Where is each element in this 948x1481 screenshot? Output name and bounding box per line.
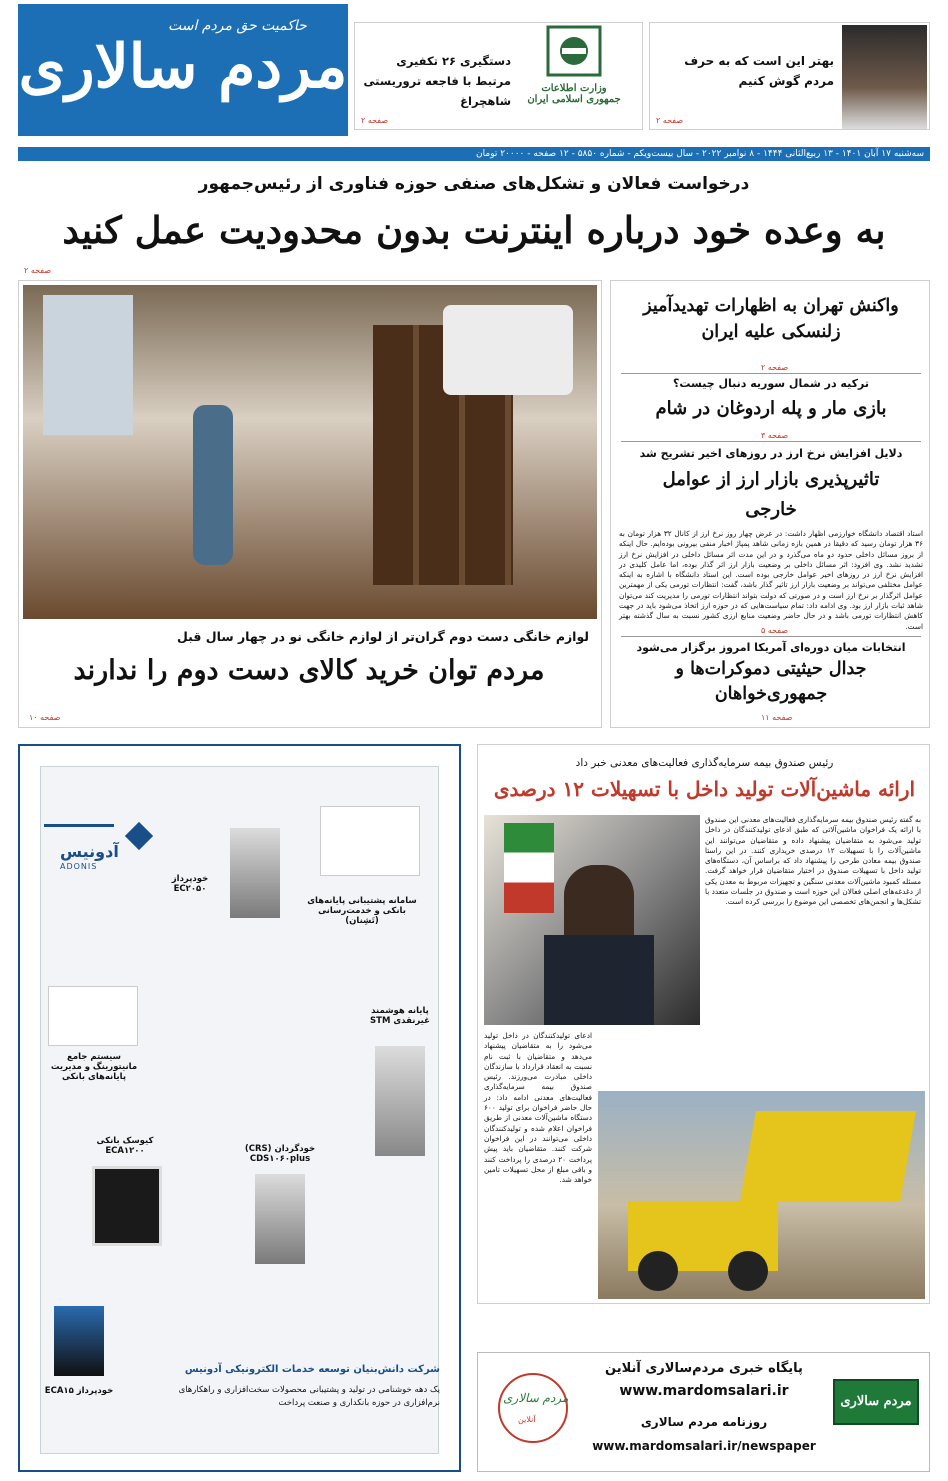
promo-subtitle: روزنامه مردم سالاری <box>640 1415 768 1429</box>
promo-logo-small: آنلاین <box>518 1415 536 1424</box>
stm-image <box>375 1046 425 1156</box>
promo-title: پایگاه خبری مردم‌سالاری آنلاین <box>605 1361 803 1376</box>
ad-item-7: خودپرداز ECA۱۵ <box>44 1386 114 1396</box>
kiosk-image <box>92 1166 162 1246</box>
mining-machinery-photo <box>598 1091 925 1299</box>
photo-story-headline: مردم توان خرید کالای دست دوم را ندارند <box>73 655 545 686</box>
mardomsalari-promo[interactable] <box>477 1352 930 1472</box>
top-box-left-text: دستگیری ۲۶ تکفیری مرتبط با فاجعه تروریستی شاهچراغ <box>363 54 511 108</box>
ad-item-5: کیوسک بانکی ECA۱۲۰۰ <box>96 1136 154 1156</box>
sidebar-item3-title[interactable]: تاثیرپذیری بازار ارز از عوامل خارجی <box>662 469 880 520</box>
article-body-right: به گفته رئیس صندوق بیمه سرمایه‌گذاری فعالیت‌های معدنی این صندوق با ارائه یک فراخوان ماشین‌آلاتی که طبق ادعای تولیدکنندگان در داخل تولید می‌شود به متقاضیان پیشنهاد داده و متقاضیان می‌توانند این ماشین‌آلات را با تسهیلات ۱۲ درصدی خریداری کنند. در این راستا صندوق بیمه معادن طرحی را پیشنهاد داد که براساس آن، دستگاه‌های تولید داخل با تسهیلات صندوق در اختیار متقاضیان قرار خواهد گرفت. مسئله کمبود ماشین‌آلات معدنی سنگین و تجهیزات مربوط به معدن یکی از دغدغه‌های اصلی فعالان این حوزه است و صندوق در جلسات متعدد با تشکل‌ها و انجمن‌های تخصصی این موضوع را بررسی کرده است. <box>705 815 921 907</box>
article-headline: ارائه ماشین‌آلات تولید داخل با تسهیلات ۱۲ درصدی <box>493 777 916 801</box>
masthead-logo: مردم سالاری <box>18 32 348 102</box>
ad-brand-en: ADONIS <box>60 862 98 871</box>
adonis-advertisement[interactable] <box>18 744 461 1472</box>
ad-footer-text: یک دهه خوشنامی در تولید و پشتیبانی محصولات سخت‌افزاری و راهکارهای نرم‌افزاری در حوزه بانکداری و صنعت پرداخت <box>178 1385 440 1408</box>
promo-url-2[interactable]: www.mardomsalari.ir/newspaper <box>592 1439 816 1453</box>
ad-item-1: خودپرداز EC۲۰۵۰ <box>171 874 209 894</box>
ministry-logo-line2: جمهوری اسلامی ایران <box>527 94 621 105</box>
sidebar-item2-page: صفحه ۳ <box>761 431 789 440</box>
sidebar-item3-kicker: دلایل افزایش نرخ ارز در روزهای اخیر تشریح شد <box>639 447 903 460</box>
promo-newspaper-logo: مردم سالاری <box>833 1379 919 1425</box>
ad-item-4: پایانه هوشمند غیرنقدی STM <box>370 1006 430 1026</box>
appliance-store-photo <box>23 285 597 619</box>
article-kicker: رئیس صندوق بیمه سرمایه‌گذاری فعالیت‌های معدنی خبر داد <box>575 757 834 769</box>
photo-story-page: صفحه ۱۰ <box>29 713 61 722</box>
sidebar-item1-page: صفحه ۲ <box>761 363 789 372</box>
official-portrait-photo <box>484 815 700 1025</box>
top-box-left[interactable] <box>354 22 643 130</box>
sidebar-item1-title[interactable]: واکنش تهران به اظهارات تهدیدآمیز زلنسکی علیه ایران <box>643 296 899 342</box>
top-box-left-page: صفحه ۲ <box>361 116 389 125</box>
sidebar-item3-page: صفحه ۵ <box>761 626 789 635</box>
portrait-photo <box>842 25 927 129</box>
top-box-right-text: بهتر این است که به حرف مردم گوش کنیم <box>684 54 834 88</box>
ad-footer-title: شرکت دانش‌بنیان توسعه خدمات الکترونیکی آدونیس <box>184 1364 440 1375</box>
ministry-logo <box>523 23 625 129</box>
promo-logo-text: مردم سالاری <box>503 1391 569 1405</box>
main-headline: به وعده خود درباره اینترنت بدون محدودیت عمل کنید <box>62 208 886 252</box>
dateline: سه‌شنبه ۱۷ آبان ۱۴۰۱ - ۱۳ ربیع‌الثانی ۱۴۴۴ - ۸ نوامبر ۲۰۲۲ - سال بیست‌ویکم - شماره ۵۸۵۰ - ۱۲ صفحه - ۲۰۰۰۰ تومان <box>18 147 930 161</box>
sidebar-item2-title[interactable]: بازی مار و پله اردوغان در شام <box>655 398 887 419</box>
ad-item-3: سیستم جامع مانیتورینگ و مدیریت پایانه‌های بانکی <box>50 1052 138 1082</box>
sidebar-item4-title[interactable]: جدال حیثیتی دموکرات‌ها و جمهوری‌خواهان <box>675 659 867 704</box>
sidebar-item4-page: صفحه ۱۱ <box>761 713 793 722</box>
sidebar-item4-kicker: انتخابات میان دوره‌ای آمریکا امروز برگزار می‌شود <box>636 641 906 654</box>
sidebar-item3-body: استاد اقتصاد دانشگاه خوارزمی اظهار داشت: در عرض چهار روز نرخ ارز از کانال ۳۲ هزار تومان به ۳۶ هزار تومان رسید که دقیقا در همین بازه زمانی شاهد پمپاژ اخبار منفی بیرونی بوده‌ایم. حال اینکه از بروز مسائل داخلی حدود دو ماه می‌گذرد و در این مدت اثر مسائل داخلی در افزایش نرخ ارز تشدید نشد. وی افزود: اثر مسائل داخلی بر وضعیت بازار ارز اثر گذار بوده، اما عامل کلیدی در افزایش نرخ ارز در روزهای اخیر عوامل خارجی بوده است. این استاد دانشگاه با اشاره به اینکه عوامل مختلفی می‌تواند بر وضعیت بازار ارز تاثیر گذار باشد، گفت: انتظارات تورمی یکی از مهمترین عوامل اثرگذار بر نرخ ارز است و در صورتی که دولت بتواند انتظارات تورمی را مدیریت کند می‌توان شاهد ثبات بازار ارز بود. وی ادامه داد: تمام سیاست‌هایی که در حوزه ارز اتخاذ می‌شود باید در جهت کاهش انتظارات تورمی باشد و در حال حاضر وضعیت منابع ارزی کشور نسبت به سال گذشته بهتر است. <box>619 529 923 631</box>
monitoring-screenshot <box>48 986 138 1046</box>
promo-logo-badge <box>498 1373 568 1443</box>
photo-story-kicker: لوازم خانگی دست دوم گران‌تر از لوازم خانگی نو در چهار سال قبل <box>177 629 589 644</box>
atm-image-2 <box>54 1306 104 1376</box>
top-box-right-page: صفحه ۲ <box>656 116 684 125</box>
promo-url-1[interactable]: www.mardomsalari.ir <box>619 1383 789 1399</box>
ministry-logo-line1: وزارت اطلاعات <box>541 83 607 94</box>
ministry-emblem-icon <box>544 23 604 79</box>
ad-item-6: خودگردان (CRS) CDS۱۰۶۰plus <box>244 1144 316 1164</box>
ad-item-2: سامانه پشتیبانی پایانه‌های بانکی و خدمت‌رسانی (تَشِنان) <box>307 896 417 926</box>
crs-image <box>255 1174 305 1264</box>
dashboard-screenshot <box>320 806 420 876</box>
main-kicker: درخواست فعالان و تشکل‌های صنفی حوزه فناوری از رئیس‌جمهور <box>198 174 750 194</box>
ad-brand: آدونیس <box>60 842 119 861</box>
main-page: صفحه ۲ <box>24 266 52 275</box>
article-body-left: ادعای تولیدکنندگان در داخل تولید می‌شود را به متقاضیان پیشنهاد می‌دهد و متقاضیان با ثبت نام نسبت به انعقاد قرارداد با سازندگان داخلی مبادرت می‌ورزند. رئیس صندوق بیمه سرمایه‌گذاری فعالیت‌های معدنی ادامه داد: در حال حاضر فراخوان برای تولید ۶۰۰ دستگاه ماشین‌آلات معدنی از طریق فراخوان اعلام شده و تولیدکنندگان داخلی می‌توانند در این فراخوان شرکت کنند. متقاضیان باید پیش پرداخت ۲۰ درصدی را پرداخت کنند و باقی مبلغ از محل تسهیلات تامین خواهد شد. <box>484 1031 592 1185</box>
sidebar <box>610 280 930 728</box>
top-box-right[interactable] <box>649 22 930 130</box>
atm-image-1 <box>230 828 280 918</box>
photo-story[interactable] <box>18 280 602 728</box>
mining-article[interactable] <box>477 744 930 1304</box>
masthead-slogan: حاکمیت حق مردم است <box>168 18 307 34</box>
masthead <box>18 4 348 136</box>
sidebar-item2-kicker: ترکیه در شمال سوریه دنبال چیست؟ <box>673 377 869 390</box>
